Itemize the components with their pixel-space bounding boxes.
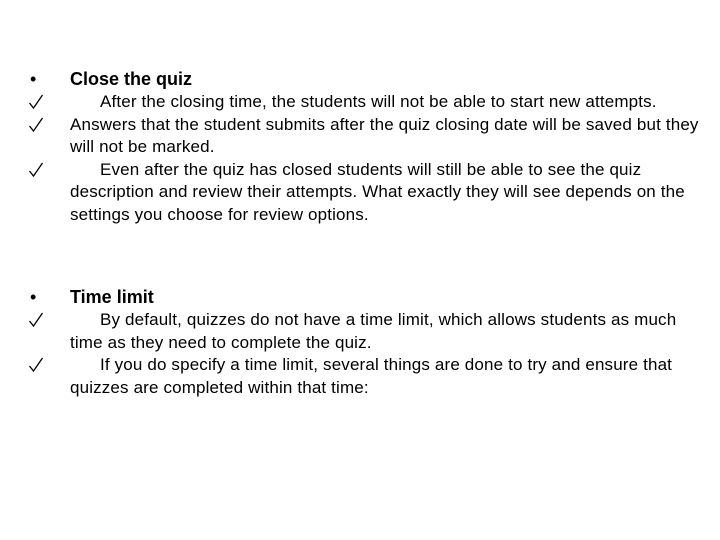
- section-time-limit: [22, 285, 702, 399]
- checkmark-icon: [28, 310, 44, 330]
- list-item: [22, 309, 702, 354]
- item-lead-text: Even after the quiz has closed students will still be able to see: [100, 159, 576, 179]
- list-item: [22, 91, 702, 114]
- checkmark-icon: [28, 355, 44, 375]
- checkmark-icon: [28, 115, 44, 135]
- item-rest-text: ensure that quizzes are completed within that time:: [70, 355, 673, 397]
- list-item: [22, 354, 702, 399]
- item-lead-text: After the closing time, the students will not be able to start new: [100, 92, 581, 111]
- list-item: [22, 159, 702, 227]
- item-lead-text: If you do specify a time limit, several things are done to try and: [100, 355, 581, 375]
- item-rest-text: saved but they will not be marked.: [70, 114, 699, 157]
- item-lead-text: By default, quizzes do not have a time limit, which allows: [100, 310, 536, 329]
- heading-text: Close the quiz: [70, 69, 193, 89]
- checkmark-icon: [28, 92, 44, 112]
- section-heading: [22, 67, 702, 91]
- section-close-quiz: [22, 67, 702, 227]
- round-bullet-icon: •: [30, 287, 37, 307]
- section-heading: [22, 285, 702, 309]
- item-rest-text: attempts.: [585, 92, 657, 111]
- item-lead-text: Answers that the student submits after the quiz closing date will be: [70, 114, 582, 134]
- heading-text: Time limit: [70, 287, 154, 307]
- item-rest-text: students as much time as they need to complete the quiz.: [70, 310, 677, 352]
- checkmark-icon: [28, 160, 44, 180]
- round-bullet-icon: •: [30, 69, 37, 89]
- list-item: [22, 114, 702, 159]
- item-rest-text: the quiz description and review their attempts. What exactly they will see depends on the settings you choose for review options.: [70, 159, 685, 224]
